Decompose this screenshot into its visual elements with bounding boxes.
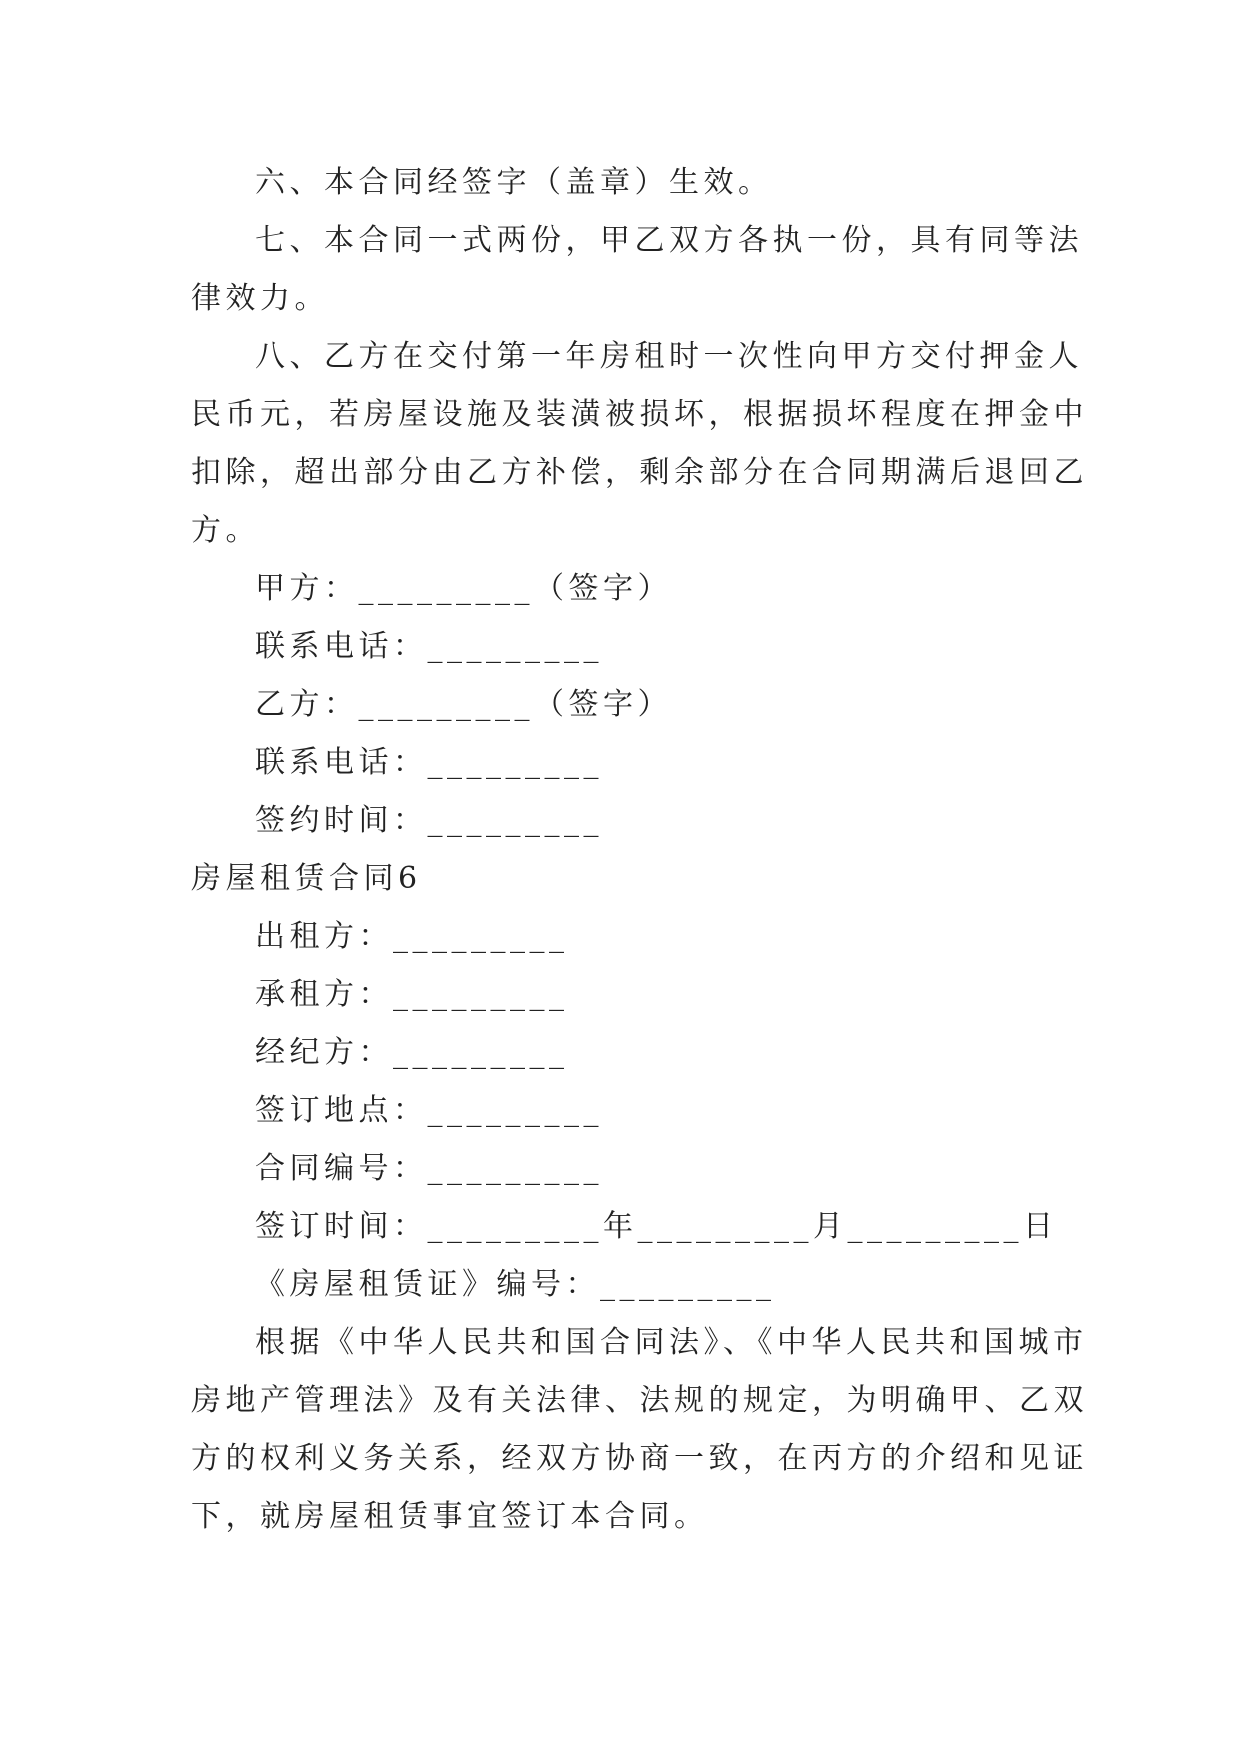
preamble-line-2: 房地产管理法》及有关法律、法规的规定，为明确甲、乙双 (191, 1383, 1088, 1418)
clause-8-line-2: 民币元，若房屋设施及装潢被损坏，根据损坏程度在押金中 (191, 397, 1088, 432)
clause-7-line-2: 律效力。 (191, 281, 329, 316)
clause-6-line: 六、本合同经签字（盖章）生效。 (255, 165, 773, 200)
contract-number-field: 合同编号：_________ (255, 1151, 603, 1186)
party-b-signature: 乙方：_________（签字） (255, 687, 672, 722)
clause-8-line-4: 方。 (191, 513, 260, 548)
signing-place-field: 签订地点：_________ (255, 1093, 603, 1128)
signing-date: 签约时间：_________ (255, 803, 603, 838)
section-heading: 房屋租赁合同6 (191, 861, 422, 896)
preamble-line-1: 根据《中华人民共和国合同法》、《中华人民共和国城市 (255, 1325, 1088, 1360)
clause-7-line-1: 七、本合同一式两份，甲乙双方各执一份，具有同等法 (255, 223, 1083, 258)
document-page (191, 154, 1088, 1546)
lessor-field: 出租方：_________ (255, 919, 569, 954)
broker-field: 经纪方：_________ (255, 1035, 569, 1070)
party-a-signature: 甲方：_________（签字） (255, 571, 672, 606)
party-b-phone: 联系电话：_________ (255, 745, 603, 780)
party-a-phone: 联系电话：_________ (255, 629, 603, 664)
lease-certificate-number-field: 《房屋租赁证》编号：_________ (255, 1267, 776, 1302)
clause-8-line-3: 扣除，超出部分由乙方补偿，剩余部分在合同期满后退回乙 (191, 455, 1088, 490)
signing-time-field: 签订时间：_________年_________月_________日 (255, 1209, 1058, 1244)
clause-8-line-1: 八、乙方在交付第一年房租时一次性向甲方交付押金人 (255, 339, 1083, 374)
preamble-line-4: 下，就房屋租赁事宜签订本合同。 (191, 1499, 709, 1534)
lessee-field: 承租方：_________ (255, 977, 569, 1012)
preamble-line-3: 方的权利义务关系，经双方协商一致，在丙方的介绍和见证 (191, 1441, 1088, 1476)
